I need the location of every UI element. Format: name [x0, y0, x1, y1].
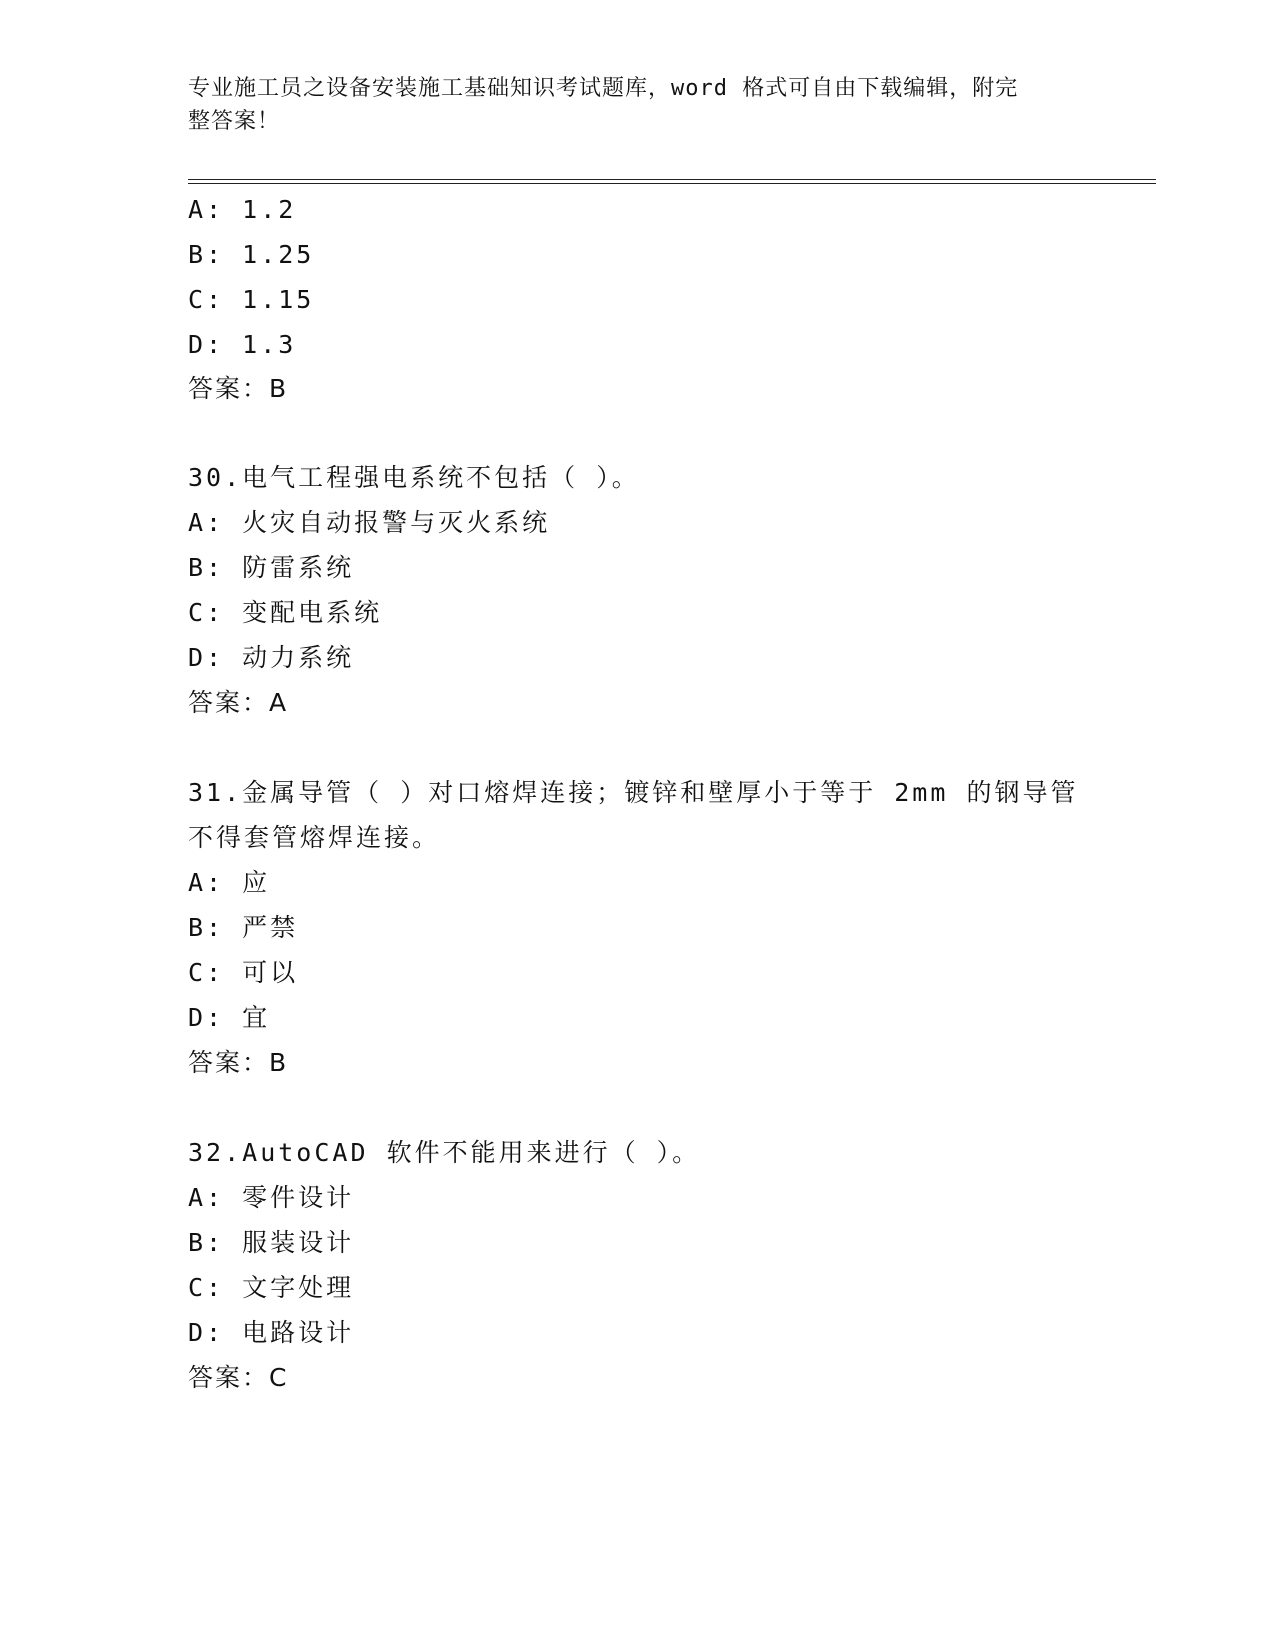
q30-answer: 答案：A	[188, 688, 289, 717]
q29-option-c: C: 1.15	[188, 285, 315, 314]
q31-answer: 答案：B	[188, 1048, 289, 1077]
q30-option-d: D: 动力系统	[188, 643, 355, 672]
q30-option-b: B: 防雷系统	[188, 553, 355, 582]
q31-question-line1: 31.金属导管（ ）对口熔焊连接；镀锌和壁厚小于等于 2mm 的钢导管	[188, 778, 1079, 807]
header-divider-bottom	[188, 183, 1156, 184]
header-title-line2: 整答案！	[188, 109, 281, 134]
q31-option-b: B: 严禁	[188, 913, 299, 942]
q32-question: 32.AutoCAD 软件不能用来进行（ ）。	[188, 1138, 701, 1167]
q29-option-d: D: 1.3	[188, 330, 297, 359]
q32-option-d: D: 电路设计	[188, 1318, 355, 1347]
q31-question-line2: 不得套管熔焊连接。	[188, 823, 441, 852]
q29-option-a: A: 1.2	[188, 195, 297, 224]
q30-question: 30.电气工程强电系统不包括（ ）。	[188, 463, 640, 492]
header-title-line1: 专业施工员之设备安装施工基础知识考试题库，word 格式可自由下载编辑，附完	[188, 76, 1019, 101]
q32-option-a: A: 零件设计	[188, 1183, 355, 1212]
q32-answer: 答案：C	[188, 1363, 289, 1392]
q31-option-a: A: 应	[188, 868, 271, 897]
q29-answer: 答案：B	[188, 374, 289, 403]
document-header	[188, 72, 1088, 138]
q32-option-b: B: 服装设计	[188, 1228, 355, 1257]
q32-option-c: C: 文字处理	[188, 1273, 355, 1302]
q30-option-c: C: 变配电系统	[188, 598, 383, 627]
q31-option-d: D: 宜	[188, 1003, 271, 1032]
header-divider-top	[188, 179, 1156, 180]
q29-option-b: B: 1.25	[188, 240, 315, 269]
q31-option-c: C: 可以	[188, 958, 299, 987]
q30-option-a: A: 火灾自动报警与灭火系统	[188, 508, 551, 537]
